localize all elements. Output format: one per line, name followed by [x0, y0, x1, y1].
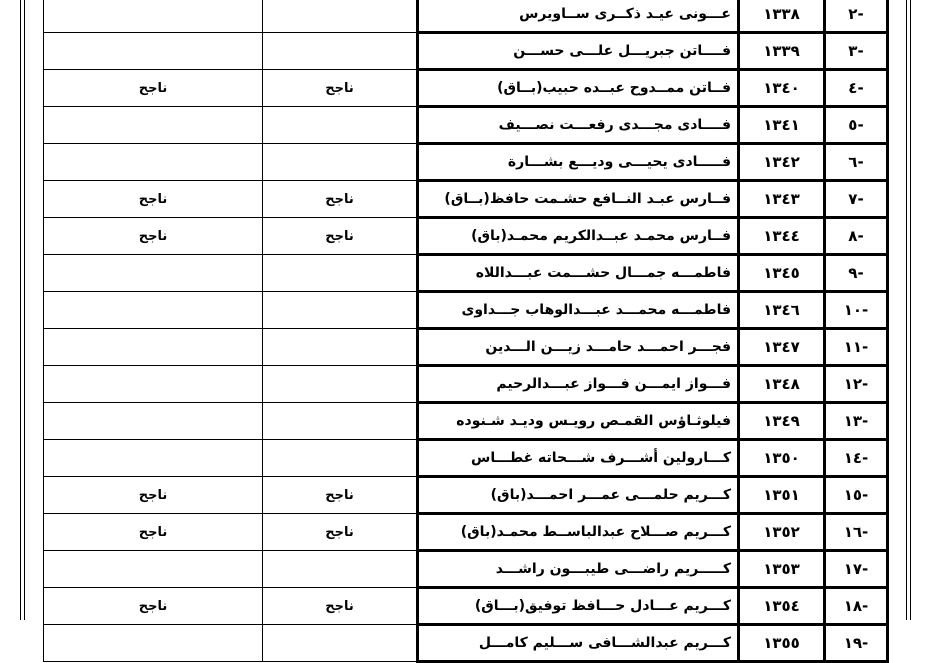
- seat-number: ١٣٥٤: [739, 588, 825, 625]
- result-cell-1: ناجح: [263, 218, 418, 255]
- table-row: [44, 0, 888, 33]
- result-cell-2: ناجح: [44, 181, 263, 218]
- table-row: [44, 33, 888, 70]
- result-cell-1: [263, 366, 418, 403]
- result-cell-1: [263, 33, 418, 70]
- result-cell-1: [263, 403, 418, 440]
- result-cell-2: [44, 366, 263, 403]
- student-name: فــارس محمـد عبــدالكريم محمـد(باق): [418, 218, 739, 255]
- row-number: -١٢: [825, 366, 888, 403]
- page-border-left-inner: [24, 0, 25, 620]
- page-border-right-inner: [910, 0, 911, 620]
- result-cell-1: [263, 144, 418, 181]
- result-cell-1: [263, 551, 418, 588]
- result-cell-2: ناجح: [44, 588, 263, 625]
- table-row: [44, 366, 888, 403]
- row-number: -١٤: [825, 440, 888, 477]
- result-cell-1: [263, 440, 418, 477]
- seat-number: ١٣٥٣: [739, 551, 825, 588]
- result-cell-2: [44, 144, 263, 181]
- seat-number: ١٣٥٢: [739, 514, 825, 551]
- row-number: -١٦: [825, 514, 888, 551]
- page-border-right-outer: [906, 0, 907, 620]
- student-name: فـــواز ايمـــن فـــواز عبـــدالرحيم: [418, 366, 739, 403]
- result-cell-1: [263, 329, 418, 366]
- student-name: كـــريم صـــلاح عبدالباســط محمـد(باق): [418, 514, 739, 551]
- table-row: [44, 440, 888, 477]
- table-row: [44, 144, 888, 181]
- seat-number: ١٣٤٥: [739, 255, 825, 292]
- seat-number: ١٣٤٠: [739, 70, 825, 107]
- result-cell-2: [44, 625, 263, 662]
- result-cell-2: [44, 551, 263, 588]
- table-row: [44, 70, 888, 107]
- seat-number: ١٣٤٩: [739, 403, 825, 440]
- table-row: [44, 292, 888, 329]
- seat-number: ١٣٥٠: [739, 440, 825, 477]
- result-cell-2: [44, 33, 263, 70]
- page-border-left-outer: [20, 0, 21, 620]
- student-results-table: [43, 0, 889, 663]
- result-cell-2: ناجح: [44, 514, 263, 551]
- table-row: [44, 403, 888, 440]
- result-cell-2: ناجح: [44, 477, 263, 514]
- student-name: كـــريم حلمـــى عمـــر احمـــد(باق): [418, 477, 739, 514]
- student-name: كـــارولين أشـــرف شـــحاته غطـــاس: [418, 440, 739, 477]
- seat-number: ١٣٤٨: [739, 366, 825, 403]
- table-row: [44, 255, 888, 292]
- table-row: [44, 588, 888, 625]
- row-number: -١١: [825, 329, 888, 366]
- table-row: [44, 218, 888, 255]
- student-name: فاطمـــه محمـــد عبـــدالوهاب جـــداوى: [418, 292, 739, 329]
- result-cell-1: [263, 107, 418, 144]
- row-number: -١٠: [825, 292, 888, 329]
- table-row: [44, 514, 888, 551]
- result-cell-1: [263, 292, 418, 329]
- table-row: [44, 181, 888, 218]
- row-number: -٨: [825, 218, 888, 255]
- row-number: -١٩: [825, 625, 888, 662]
- seat-number: ١٣٤٤: [739, 218, 825, 255]
- seat-number: ١٣٤١: [739, 107, 825, 144]
- row-number: -٥: [825, 107, 888, 144]
- seat-number: ١٣٣٩: [739, 33, 825, 70]
- table-row: [44, 329, 888, 366]
- result-cell-2: ناجح: [44, 70, 263, 107]
- row-number: -١٣: [825, 403, 888, 440]
- student-name: كـــريم عبدالشـــافى ســـليم كامـــل: [418, 625, 739, 662]
- result-cell-1: ناجح: [263, 588, 418, 625]
- row-number: -١٥: [825, 477, 888, 514]
- result-cell-2: ناجح: [44, 218, 263, 255]
- seat-number: ١٣٤٧: [739, 329, 825, 366]
- result-cell-1: [263, 625, 418, 662]
- seat-number: ١٣٥١: [739, 477, 825, 514]
- row-number: -١٧: [825, 551, 888, 588]
- student-name: فيلوثـاؤس القمـص رويـس وديـد شـنوده: [418, 403, 739, 440]
- result-cell-2: [44, 403, 263, 440]
- student-name: كـــــريم راضـــى طيبـــون راشـــد: [418, 551, 739, 588]
- student-name: عـــونى عيـد ذكــرى ســاويرس: [418, 0, 739, 33]
- row-number: -٢: [825, 0, 888, 33]
- student-name: فــــاتن جبريـــل علـــى حســـن: [418, 33, 739, 70]
- student-name: فـــــادى يحيـــى وديـــع بشـــارة: [418, 144, 739, 181]
- result-cell-2: [44, 292, 263, 329]
- result-cell-2: [44, 440, 263, 477]
- row-number: -٤: [825, 70, 888, 107]
- result-cell-2: [44, 329, 263, 366]
- result-cell-1: ناجح: [263, 70, 418, 107]
- result-cell-1: [263, 255, 418, 292]
- table-row: [44, 477, 888, 514]
- result-cell-1: ناجح: [263, 181, 418, 218]
- seat-number: ١٣٥٥: [739, 625, 825, 662]
- result-cell-1: [263, 0, 418, 33]
- result-cell-2: [44, 0, 263, 33]
- row-number: -٧: [825, 181, 888, 218]
- row-number: -٩: [825, 255, 888, 292]
- seat-number: ١٣٣٨: [739, 0, 825, 33]
- student-name: فــاتن ممــدوح عبــده حبيب(بــاق): [418, 70, 739, 107]
- student-name: فــارس عبـد النــافع حشـمت حافظ(بــاق): [418, 181, 739, 218]
- row-number: -٣: [825, 33, 888, 70]
- student-name: فجـــر احمـــد حامـــد زيـــن الـــدين: [418, 329, 739, 366]
- result-cell-2: [44, 107, 263, 144]
- result-cell-2: [44, 255, 263, 292]
- student-name: كـــريم عـــادل حـــافظ توفيق(بـــاق): [418, 588, 739, 625]
- row-number: -١٨: [825, 588, 888, 625]
- student-name: فاطمـــه جمـــال حشـــمت عبـــداللاه: [418, 255, 739, 292]
- student-name: فــــادى مجـــدى رفعـــت نصـــيف: [418, 107, 739, 144]
- table-row: [44, 625, 888, 662]
- table-row: [44, 551, 888, 588]
- table-row: [44, 107, 888, 144]
- row-number: -٦: [825, 144, 888, 181]
- seat-number: ١٣٤٣: [739, 181, 825, 218]
- student-rows: [44, 0, 888, 662]
- result-cell-1: ناجح: [263, 514, 418, 551]
- seat-number: ١٣٤٦: [739, 292, 825, 329]
- result-cell-1: ناجح: [263, 477, 418, 514]
- seat-number: ١٣٤٢: [739, 144, 825, 181]
